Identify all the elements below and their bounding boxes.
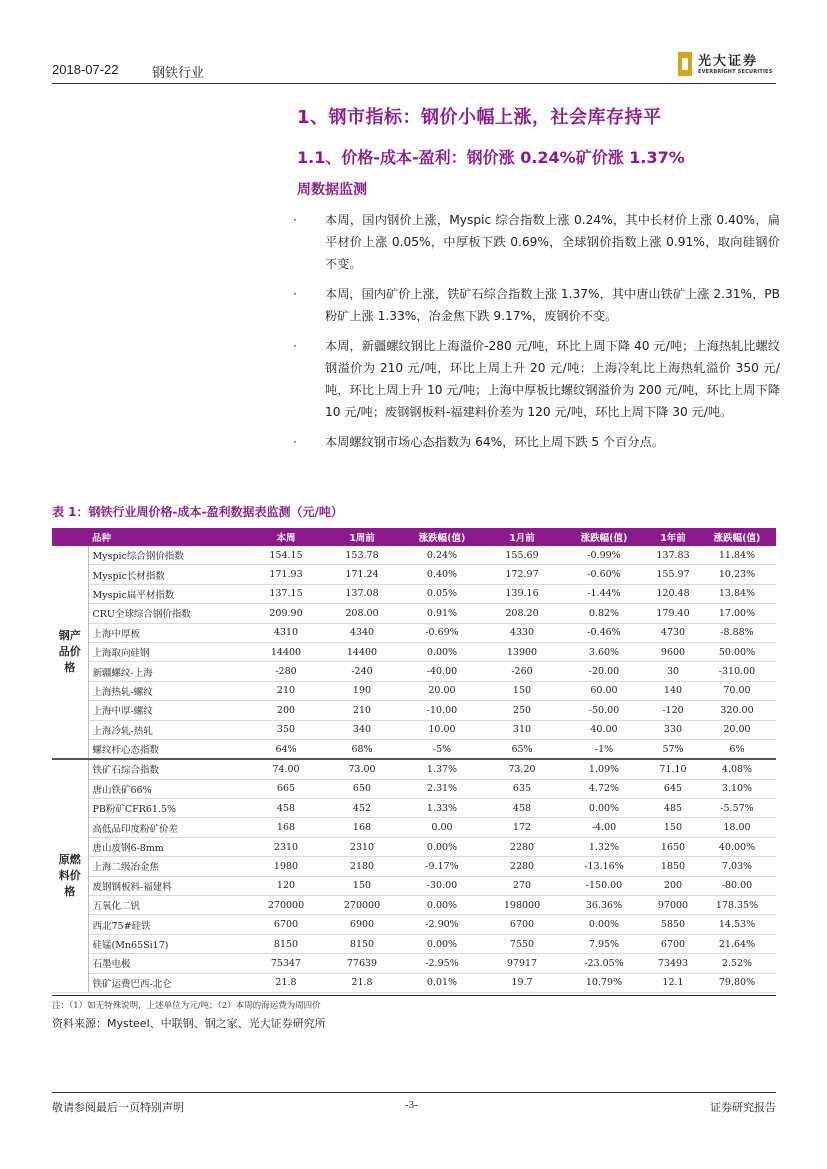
- table-cell: 14400: [324, 642, 400, 661]
- table-cell: 73493: [648, 954, 698, 973]
- row-name-cell: 上海热轧-螺纹: [88, 681, 248, 700]
- table-cell: 154.15: [248, 546, 324, 565]
- row-name-cell: 螺纹杆心态指数: [88, 739, 248, 759]
- table-cell: 171.93: [248, 565, 324, 584]
- table-cell: 208.20: [484, 604, 560, 623]
- table-cell: 4310: [248, 623, 324, 642]
- table-row: [52, 584, 776, 603]
- table-cell: 1980: [248, 857, 324, 876]
- bullet-text: 本周，新疆螺纹钢比上海溢价-280 元/吨，环比上周下降 40 元/吨；上海热轧比螺纹钢溢价为 210 元/吨，环比上周上升 20 元/吨；上海冷轧比上海热轧溢价 350 元/吨，环比上周上升 10 元/吨；上海中厚板比螺纹钢溢价为 200 元/吨，环比上周下降 10 元/吨；废钢钢板料-福建料价差为 120 元/吨，环比上周下降 30 元/吨。: [325, 339, 780, 419]
- table-row: [52, 720, 776, 739]
- table-cell: 150: [484, 681, 560, 700]
- row-name-cell: 铁矿石综合指数: [88, 759, 248, 779]
- table-cell: -0.99%: [560, 546, 648, 565]
- table-cell: 168: [248, 818, 324, 837]
- table-cell: 2180: [324, 857, 400, 876]
- table-cell: 14400: [248, 642, 324, 661]
- table-cell: -120: [648, 701, 698, 720]
- header-group-cell: [52, 528, 88, 546]
- table-cell: 340: [324, 720, 400, 739]
- bullet-icon: ·: [293, 213, 297, 227]
- table-cell: -240: [324, 662, 400, 681]
- table-cell: 8150: [248, 934, 324, 953]
- bullet-icon: ·: [293, 339, 297, 353]
- table-cell: 7.03%: [698, 857, 776, 876]
- row-name-cell: Myspic扁平材指数: [88, 584, 248, 603]
- table-cell: 140: [648, 681, 698, 700]
- table-body: [52, 546, 776, 992]
- row-name-cell: 唐山废钢6-8mm: [88, 837, 248, 856]
- table-cell: 137.08: [324, 584, 400, 603]
- table-cell: -13.16%: [560, 857, 648, 876]
- table-cell: 137.15: [248, 584, 324, 603]
- table-cell: 3.10%: [698, 779, 776, 798]
- table-cell: 97000: [648, 896, 698, 915]
- table-row: [52, 915, 776, 934]
- row-name-cell: 硅锰(Mn65Si17): [88, 934, 248, 953]
- table-source: 资料来源：Mysteel、中联钢、钢之家、光大证券研究所: [52, 1017, 326, 1030]
- table-cell: 20.00: [400, 681, 484, 700]
- table-cell: 0.91%: [400, 604, 484, 623]
- table-cell: 190: [324, 681, 400, 700]
- table-row: [52, 546, 776, 565]
- table-cell: 14.53%: [698, 915, 776, 934]
- table-cell: 645: [648, 779, 698, 798]
- footer-disclaimer: 敬请参阅最后一页特别声明: [52, 1101, 184, 1114]
- table-cell: 6700: [248, 915, 324, 934]
- table-cell: 200: [248, 701, 324, 720]
- table-cell: 20.00: [698, 720, 776, 739]
- header-cell: 品种: [88, 528, 248, 546]
- table-cell: 6900: [324, 915, 400, 934]
- table-cell: 65%: [484, 739, 560, 759]
- logo-text-en: EVERBRIGHT SECURITIES: [698, 69, 773, 75]
- row-name-cell: 上海取向硅钢: [88, 642, 248, 661]
- row-group-label: 钢产品价格: [52, 546, 88, 759]
- table-header-row: [52, 528, 776, 546]
- table-cell: 168: [324, 818, 400, 837]
- table-cell: -80.00: [698, 876, 776, 895]
- table-cell: 458: [484, 799, 560, 818]
- bullet-text: 本周，国内钢价上涨，Myspic 综合指数上涨 0.24%，其中长材价上涨 0.40%，扁平材价上涨 0.05%，中厚板下跌 0.69%，全球钢价指数上涨 0.91%，取向硅钢价不变。: [325, 213, 780, 271]
- table-cell: 8150: [324, 934, 400, 953]
- table-cell: 10.79%: [560, 973, 648, 992]
- table-row: [52, 701, 776, 720]
- bullet-text: 本周，国内矿价上涨，铁矿石综合指数上涨 1.37%，其中唐山铁矿上涨 2.31%，PB 粉矿上涨 1.33%，冶金焦下跌 9.17%，废钢价不变。: [325, 287, 780, 323]
- table-cell: 452: [324, 799, 400, 818]
- table-row: [52, 739, 776, 759]
- table-cell: 0.05%: [400, 584, 484, 603]
- table-cell: 485: [648, 799, 698, 818]
- table-cell: 30: [648, 662, 698, 681]
- table-cell: 12.1: [648, 973, 698, 992]
- table-cell: 171.24: [324, 565, 400, 584]
- table-cell: 210: [324, 701, 400, 720]
- table-cell: 97917: [484, 954, 560, 973]
- table-cell: 57%: [648, 739, 698, 759]
- row-name-cell: CRU全球综合钢价指数: [88, 604, 248, 623]
- table-cell: 4330: [484, 623, 560, 642]
- table-cell: 155.69: [484, 546, 560, 565]
- row-name-cell: 铁矿运费巴西-北仑: [88, 973, 248, 992]
- table-cell: 150: [648, 818, 698, 837]
- bullet-icon: ·: [293, 287, 297, 301]
- table-cell: 7.95%: [560, 934, 648, 953]
- table-cell: 178.35%: [698, 896, 776, 915]
- row-name-cell: 五氧化二钒: [88, 896, 248, 915]
- table-cell: -1%: [560, 739, 648, 759]
- table-cell: 7550: [484, 934, 560, 953]
- header-cell: 1年前: [648, 528, 698, 546]
- table-cell: 210: [248, 681, 324, 700]
- table-cell: 1850: [648, 857, 698, 876]
- table-cell: 11.84%: [698, 546, 776, 565]
- table-cell: 320.00: [698, 701, 776, 720]
- data-table-container: [52, 528, 776, 993]
- table-cell: 71.10: [648, 759, 698, 779]
- table-row: [52, 642, 776, 661]
- page-number: -3-: [405, 1099, 418, 1111]
- table-cell: -280: [248, 662, 324, 681]
- table-cell: -40.00: [400, 662, 484, 681]
- table-cell: -4.00: [560, 818, 648, 837]
- table-cell: 330: [648, 720, 698, 739]
- row-name-cell: 新疆螺纹-上海: [88, 662, 248, 681]
- table-cell: 1.33%: [400, 799, 484, 818]
- table-cell: 79.80%: [698, 973, 776, 992]
- header-cell: 本周: [248, 528, 324, 546]
- table-cell: 350: [248, 720, 324, 739]
- table-cell: -30.00: [400, 876, 484, 895]
- table-cell: 198000: [484, 896, 560, 915]
- row-name-cell: 上海中厚板: [88, 623, 248, 642]
- table-row: [52, 973, 776, 992]
- table-cell: 153.78: [324, 546, 400, 565]
- table-cell: 0.00%: [400, 896, 484, 915]
- table-cell: -2.90%: [400, 915, 484, 934]
- table-cell: 1.09%: [560, 759, 648, 779]
- table-cell: -310.00: [698, 662, 776, 681]
- table-cell: 0.40%: [400, 565, 484, 584]
- row-name-cell: 上海二级冶金焦: [88, 857, 248, 876]
- row-name-cell: 废钢钢板料-福建料: [88, 876, 248, 895]
- table-cell: 200: [648, 876, 698, 895]
- table-row: [52, 604, 776, 623]
- row-name-cell: 上海冷轧-热轧: [88, 720, 248, 739]
- table-row: [52, 623, 776, 642]
- table-cell: 2280: [484, 837, 560, 856]
- table-cell: 2.31%: [400, 779, 484, 798]
- table-cell: 9600: [648, 642, 698, 661]
- industry-label: 钢铁行业: [152, 66, 205, 81]
- header-cell: 涨跌幅(值): [400, 528, 484, 546]
- table-cell: 179.40: [648, 604, 698, 623]
- table-cell: 1.32%: [560, 837, 648, 856]
- table-cell: 21.64%: [698, 934, 776, 953]
- table-row: [52, 934, 776, 953]
- table-cell: 250: [484, 701, 560, 720]
- table-cell: 74.00: [248, 759, 324, 779]
- table-cell: 75347: [248, 954, 324, 973]
- table-cell: 36.36%: [560, 896, 648, 915]
- table-cell: 137.83: [648, 546, 698, 565]
- footer-report-type: 证券研究报告: [710, 1101, 776, 1114]
- table-row: [52, 896, 776, 915]
- table-cell: 40.00: [560, 720, 648, 739]
- header-cell: 涨跌幅(值): [560, 528, 648, 546]
- table-cell: -1.44%: [560, 584, 648, 603]
- table-cell: 635: [484, 779, 560, 798]
- table-row: [52, 837, 776, 856]
- table-cell: 73.20: [484, 759, 560, 779]
- table-cell: 209.90: [248, 604, 324, 623]
- table-cell: 6%: [698, 739, 776, 759]
- table-cell: -8.88%: [698, 623, 776, 642]
- row-name-cell: Myspic综合钢价指数: [88, 546, 248, 565]
- table-cell: -260: [484, 662, 560, 681]
- table-cell: 4.08%: [698, 759, 776, 779]
- table-cell: -2.95%: [400, 954, 484, 973]
- table-cell: 3.60%: [560, 642, 648, 661]
- table-cell: 2280: [484, 857, 560, 876]
- table-cell: 270000: [248, 896, 324, 915]
- table-cell: 665: [248, 779, 324, 798]
- table-cell: 270: [484, 876, 560, 895]
- table-cell: 2.52%: [698, 954, 776, 973]
- table-cell: 64%: [248, 739, 324, 759]
- table-cell: 0.82%: [560, 604, 648, 623]
- data-table: [52, 528, 776, 993]
- table-row: [52, 759, 776, 779]
- row-name-cell: Myspic长材指数: [88, 565, 248, 584]
- table-cell: 19.7: [484, 973, 560, 992]
- table-cell: 0.00%: [400, 837, 484, 856]
- table-row: [52, 857, 776, 876]
- table-cell: -23.05%: [560, 954, 648, 973]
- table-cell: 60.00: [560, 681, 648, 700]
- table-cell: 270000: [324, 896, 400, 915]
- table-row: [52, 818, 776, 837]
- table-cell: 150: [324, 876, 400, 895]
- table-cell: 120.48: [648, 584, 698, 603]
- table-cell: 6700: [484, 915, 560, 934]
- table-row: [52, 681, 776, 700]
- table-cell: 40.00%: [698, 837, 776, 856]
- table-note: 注：（1）如无特殊说明，上述单位为元/吨；（2）本周的海运费为周四价: [52, 995, 776, 1011]
- subsection-heading: 1.1、价格-成本-盈利：钢价涨 0.24%矿价涨 1.37%: [297, 148, 685, 167]
- bullet-item: [290, 209, 780, 275]
- table-cell: -20.00: [560, 662, 648, 681]
- table-cell: 21.8: [248, 973, 324, 992]
- row-name-cell: 高低品印度粉矿价差: [88, 818, 248, 837]
- row-name-cell: PB粉矿CFR61.5%: [88, 799, 248, 818]
- subsubsection-heading: 周数据监测: [297, 182, 367, 198]
- table-cell: 208.00: [324, 604, 400, 623]
- header-divider: [52, 83, 776, 84]
- table-cell: 458: [248, 799, 324, 818]
- bullet-list: [290, 209, 780, 461]
- table-cell: 120: [248, 876, 324, 895]
- table-cell: 4.72%: [560, 779, 648, 798]
- logo-mark-icon: [678, 52, 692, 76]
- everbright-logo: [678, 50, 776, 84]
- row-name-cell: 上海中厚-螺纹: [88, 701, 248, 720]
- table-cell: 0.24%: [400, 546, 484, 565]
- table-cell: 310: [484, 720, 560, 739]
- table-cell: 10.23%: [698, 565, 776, 584]
- table-cell: 50.00%: [698, 642, 776, 661]
- table-row: [52, 799, 776, 818]
- table-row: [52, 565, 776, 584]
- table-title: 表 1：钢铁行业周价格-成本-盈利数据表监测（元/吨）: [52, 505, 343, 519]
- table-cell: 0.00%: [560, 915, 648, 934]
- table-cell: -5%: [400, 739, 484, 759]
- bullet-item: [290, 283, 780, 327]
- table-cell: 0.00%: [560, 799, 648, 818]
- table-cell: 18.00: [698, 818, 776, 837]
- bullet-text: 本周螺纹钢市场心态指数为 64%，环比上周下跌 5 个百分点。: [325, 435, 664, 449]
- table-cell: 5850: [648, 915, 698, 934]
- row-name-cell: 唐山铁矿66%: [88, 779, 248, 798]
- table-row: [52, 662, 776, 681]
- bullet-icon: ·: [293, 435, 297, 449]
- table-cell: 21.8: [324, 973, 400, 992]
- table-cell: 1650: [648, 837, 698, 856]
- table-cell: -10.00: [400, 701, 484, 720]
- header-cell: 1周前: [324, 528, 400, 546]
- bullet-item: [290, 431, 780, 453]
- table-cell: -0.46%: [560, 623, 648, 642]
- table-cell: 68%: [324, 739, 400, 759]
- table-cell: 139.16: [484, 584, 560, 603]
- logo-text-cn: 光大证券: [698, 54, 759, 69]
- table-row: [52, 954, 776, 973]
- table-cell: 650: [324, 779, 400, 798]
- footer-divider: [52, 1092, 776, 1093]
- table-cell: 0.00%: [400, 642, 484, 661]
- table-cell: -5.57%: [698, 799, 776, 818]
- table-cell: 2310: [324, 837, 400, 856]
- row-group-label: 原燃料价格: [52, 759, 88, 992]
- table-cell: 0.01%: [400, 973, 484, 992]
- table-cell: 73.00: [324, 759, 400, 779]
- table-cell: 6700: [648, 934, 698, 953]
- table-row: [52, 779, 776, 798]
- table-cell: -9.17%: [400, 857, 484, 876]
- page-header: [52, 54, 776, 84]
- table-cell: 10.00: [400, 720, 484, 739]
- header-cell: 涨跌幅(值): [698, 528, 776, 546]
- header-cell: 1月前: [484, 528, 560, 546]
- table-cell: -0.60%: [560, 565, 648, 584]
- table-cell: 172.97: [484, 565, 560, 584]
- table-cell: 0.00%: [400, 934, 484, 953]
- table-cell: 0.00: [400, 818, 484, 837]
- table-cell: 4730: [648, 623, 698, 642]
- table-cell: 172: [484, 818, 560, 837]
- row-name-cell: 石墨电极: [88, 954, 248, 973]
- table-cell: 155.97: [648, 565, 698, 584]
- table-cell: 2310: [248, 837, 324, 856]
- section-heading: 1、钢市指标：钢价小幅上涨，社会库存持平: [297, 107, 662, 128]
- table-cell: -50.00: [560, 701, 648, 720]
- table-cell: 13.84%: [698, 584, 776, 603]
- table-cell: 70.00: [698, 681, 776, 700]
- table-cell: 4340: [324, 623, 400, 642]
- table-cell: -0.69%: [400, 623, 484, 642]
- table-cell: -150.00: [560, 876, 648, 895]
- bullet-item: [290, 335, 780, 423]
- table-cell: 1.37%: [400, 759, 484, 779]
- table-cell: 17.00%: [698, 604, 776, 623]
- row-name-cell: 西北75#硅铁: [88, 915, 248, 934]
- table-cell: 77639: [324, 954, 400, 973]
- report-date: 2018-07-22: [52, 62, 119, 77]
- table-row: [52, 876, 776, 895]
- table-cell: 13900: [484, 642, 560, 661]
